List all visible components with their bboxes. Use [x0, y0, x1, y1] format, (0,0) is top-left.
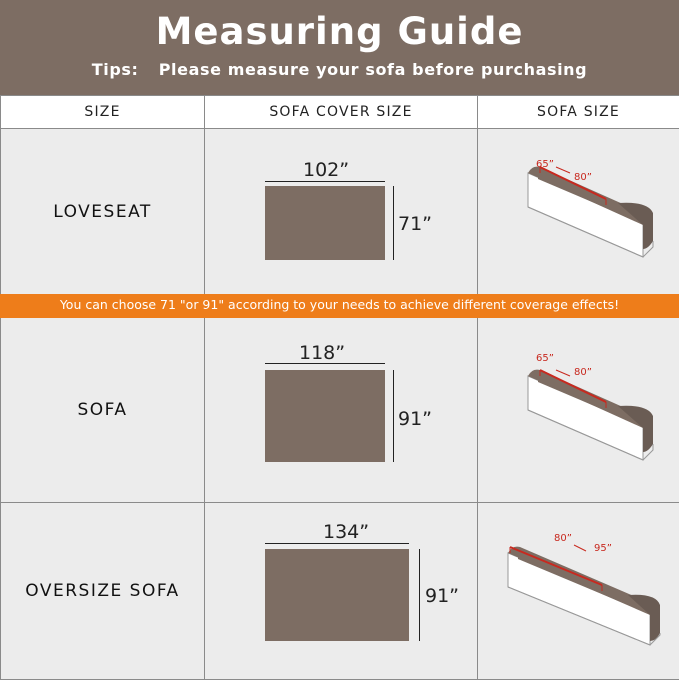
table-row	[1, 503, 679, 680]
cover-rectangle	[265, 186, 385, 260]
cover-height-label: 91”	[398, 408, 432, 430]
sofa-min-label: 65”	[536, 159, 554, 170]
sofa-illustration	[478, 318, 679, 503]
sofa-min-label: 65”	[536, 353, 554, 364]
cover-diagram-sofa	[205, 318, 478, 503]
cover-height-label: 71”	[398, 213, 432, 235]
header	[0, 0, 679, 95]
cover-width-label: 134”	[323, 521, 369, 543]
column-header-size: SIZE	[1, 96, 205, 129]
width-dimension-line	[265, 181, 385, 182]
tips-text: Please measure your sofa before purchasing	[159, 60, 588, 79]
row-label-sofa: SOFA	[1, 318, 205, 503]
tips-label: Tips:	[92, 60, 139, 79]
column-header-cover-size: SOFA COVER SIZE	[205, 96, 478, 129]
page-title: Measuring Guide	[0, 10, 679, 53]
height-dimension-line	[393, 186, 394, 260]
cover-width-label: 118”	[299, 342, 345, 364]
table-row	[1, 129, 679, 296]
cover-rectangle	[265, 370, 385, 462]
cover-diagram-oversize-sofa	[205, 503, 478, 680]
sofa-min-label: 80”	[554, 533, 572, 544]
measuring-table	[0, 95, 679, 680]
cover-rectangle	[265, 549, 409, 641]
sofa-illustration	[478, 503, 679, 680]
height-dimension-line	[419, 549, 420, 641]
row-label-oversize-sofa: OVERSIZE SOFA	[1, 503, 205, 680]
width-dimension-line	[265, 543, 409, 544]
sofa-diagram-sofa	[478, 318, 679, 503]
sofa-max-label: 80”	[574, 172, 592, 183]
row-label-loveseat: LOVESEAT	[1, 129, 205, 296]
sofa-diagram-loveseat	[478, 129, 679, 296]
coverage-banner: You can choose 71 "or 91" according to your needs to achieve different coverage effects!	[0, 294, 679, 316]
sofa-max-label: 95”	[594, 543, 612, 554]
sofa-max-label: 80”	[574, 367, 592, 378]
table-row	[1, 318, 679, 503]
cover-diagram-loveseat	[205, 129, 478, 296]
column-header-sofa-size: SOFA SIZE	[478, 96, 679, 129]
cover-width-label: 102”	[303, 159, 349, 181]
tips-line	[0, 60, 679, 79]
height-dimension-line	[393, 370, 394, 462]
sofa-diagram-oversize-sofa	[478, 503, 679, 680]
sofa-illustration	[478, 129, 679, 296]
cover-height-label: 91”	[425, 585, 459, 607]
